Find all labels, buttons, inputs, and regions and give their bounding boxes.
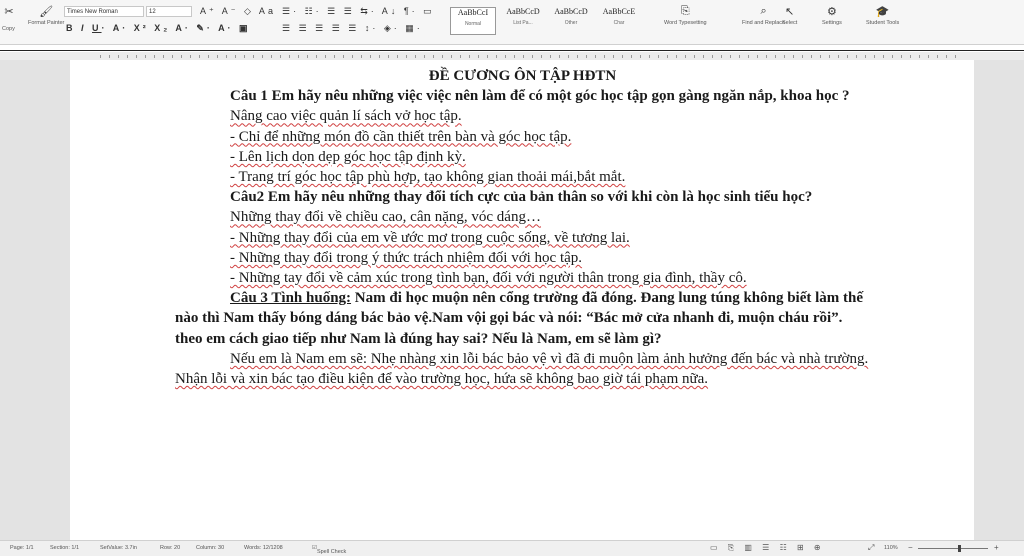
document-body[interactable] bbox=[175, 66, 870, 389]
zoom-in-button[interactable]: + bbox=[994, 543, 999, 552]
zoom-slider[interactable] bbox=[918, 548, 988, 549]
settings-button[interactable] bbox=[822, 4, 842, 26]
answer-2-line: - Những thay đổi của em về ước mơ trong cuộc sống, về tương lai. bbox=[230, 229, 630, 246]
paintbrush-icon: 🖌 bbox=[39, 5, 54, 18]
settings-label: Settings bbox=[822, 20, 842, 26]
select-label: Select bbox=[782, 20, 798, 26]
answer-2-line: - Những thay đổi trong ý thức trách nhiệm đối với học tập. bbox=[230, 249, 583, 266]
zoom-slider-thumb[interactable] bbox=[958, 545, 961, 552]
setvalue-indicator: SetValue: 3.7in bbox=[100, 545, 137, 551]
view-mode-buttons[interactable]: ▭ ⎘ ▥ ☰ ☷ ⊞ ⊕ bbox=[710, 543, 825, 552]
font-style-tools[interactable]: B I U· A· X² X₂ A· ✎· A· ▣ bbox=[66, 23, 251, 33]
question-2: Câu2 Em hãy nêu những thay đổi tích cực của bản thân so với khi còn là học sinh tiểu học? bbox=[230, 189, 813, 206]
list-indent-tools[interactable]: ☰· ☷· ☰ ☰ ⇆· A↓ ¶· ▭ bbox=[282, 6, 435, 16]
style-name: Other bbox=[564, 20, 578, 26]
format-painter-label: Format Painter bbox=[28, 20, 65, 26]
row-indicator: Row: 20 bbox=[160, 545, 181, 551]
style-sample: AaBbCcD bbox=[554, 7, 588, 16]
question-1: Câu 1 Em hãy nêu những việc việc nên làm để có một góc học tập gọn gàng ngăn nắp, khoa học ? bbox=[230, 88, 850, 105]
word-typesetting-label: Word Typesetting bbox=[664, 20, 707, 26]
paragraph-align-tools[interactable]: ☰ ☰ ☰ ☰ ☰ ↕· ◈· ▦· bbox=[282, 23, 423, 33]
zoom-out-button[interactable]: − bbox=[908, 543, 913, 552]
document-title: ĐỀ CƯƠNG ÔN TẬP HĐTN bbox=[428, 68, 617, 84]
ribbon-toolbar bbox=[0, 0, 1024, 45]
style-sample: AaBbCcE bbox=[602, 7, 636, 16]
fit-page-icon[interactable]: ⤢ bbox=[868, 543, 875, 552]
section-count: Section: 1/1 bbox=[50, 545, 80, 551]
answer-3: Nếu em là Nam em sẽ: Nhẹ nhàng xin lỗi bác bảo vệ vì đã đi muộn làm ảnh hưởng đến bác và nhà trường. Nhận lỗi và xin bác tạo điều kiện để vào trường học, hứa sẽ không bao giờ tái phạm nữa. bbox=[175, 350, 869, 388]
horizontal-ruler[interactable] bbox=[0, 52, 1024, 60]
question-3-label: Câu 3 Tình huống: bbox=[230, 290, 352, 307]
select-button[interactable] bbox=[782, 4, 797, 26]
answer-2-line: Những thay đổi về chiều cao, cân nặng, vóc dáng… bbox=[230, 209, 541, 226]
font-name-select[interactable]: Times New Roman bbox=[64, 6, 144, 17]
style-other[interactable] bbox=[548, 7, 594, 35]
find-replace-button[interactable] bbox=[742, 4, 785, 26]
question-3 bbox=[175, 288, 870, 349]
ruler-ticks bbox=[100, 55, 960, 58]
answer-1-line: - Lên lịch dọn dẹp góc học tập định kỳ. bbox=[230, 148, 466, 165]
student-tools-label: Student Tools bbox=[866, 20, 900, 26]
font-size-select[interactable]: 12 bbox=[146, 6, 192, 17]
page-count: Page: 1/1 bbox=[10, 545, 34, 551]
word-typesetting-button[interactable] bbox=[664, 4, 707, 26]
spell-check-label: Spell Check bbox=[316, 549, 347, 555]
answer-1-line: - Trang trí góc học tập phù hợp, tạo không gian thoải mái,bắt mắt. bbox=[230, 169, 626, 186]
toolbar-divider bbox=[0, 50, 1024, 51]
column-indicator: Column: 30 bbox=[196, 545, 225, 551]
answer-1-line: Nâng cao việc quản lí sách vở học tập. bbox=[230, 108, 462, 125]
cursor-icon: ↖ bbox=[785, 5, 795, 18]
style-char[interactable] bbox=[596, 7, 642, 35]
style-sample: AaBbCcI bbox=[457, 8, 489, 17]
cut-button[interactable] bbox=[2, 4, 16, 18]
style-normal[interactable] bbox=[450, 7, 496, 35]
status-bar bbox=[0, 540, 1024, 556]
style-name: Normal bbox=[464, 21, 482, 27]
style-name: Char bbox=[613, 20, 625, 26]
word-count[interactable]: Words: 12/1208 bbox=[244, 545, 283, 551]
scissors-icon: ✂ bbox=[4, 5, 14, 18]
style-sample: AaBbCcD bbox=[506, 7, 540, 16]
format-painter-button[interactable] bbox=[28, 4, 64, 26]
question-3-body: Nam đi học muộn nên cổng trường đã đóng. Đang lung túng không biết làm thế nào thì Nam thấy bóng dáng bác bảo vệ.Nam vội gọi bác và nói: “Bác mở cửa nhanh đi, muộn cháu rồi”. theo em cách giao tiếp như Nam là đúng hay sai? Nếu là Nam, em sẽ làm gì? bbox=[175, 290, 864, 347]
settings-icon: ⚙ bbox=[827, 5, 837, 18]
answer-1-line: - Chỉ để những món đồ cần thiết trên bàn và góc học tập. bbox=[230, 128, 572, 145]
font-size-tools[interactable]: A⁺ A⁻ ◇ Aa bbox=[200, 6, 276, 16]
magnifier-icon: ⌕ bbox=[760, 4, 767, 17]
style-list-paragraph[interactable] bbox=[500, 7, 546, 35]
find-replace-label: Find and Replace bbox=[742, 20, 786, 26]
spell-check-toggle[interactable]: ☑ Spell Check bbox=[312, 545, 347, 555]
copy-button[interactable] bbox=[2, 24, 15, 32]
zoom-level: 110% bbox=[884, 545, 898, 551]
student-tools-button[interactable] bbox=[866, 4, 899, 26]
graduation-cap-icon: 🎓 bbox=[875, 5, 890, 18]
answer-2-line: - Những tay đổi về cảm xúc trong tình bạn, đối với người thân trong gia đình, thầy cô. bbox=[230, 270, 747, 287]
typesetting-icon: ⎘ bbox=[680, 4, 690, 17]
copy-label: Copy bbox=[2, 26, 15, 32]
style-name: List Pa... bbox=[513, 20, 533, 26]
